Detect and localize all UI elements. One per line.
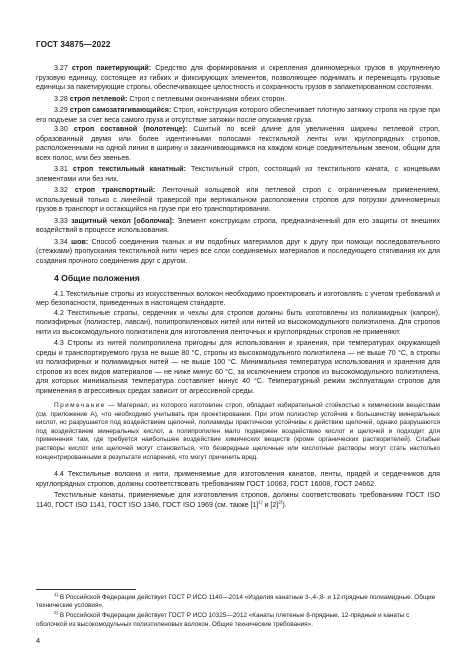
term-number: 3.30: [54, 125, 68, 133]
page-header-standard-id: ГОСТ 34875—2022: [36, 40, 111, 49]
footnote-ref-1[interactable]: 1): [258, 499, 263, 505]
footnote-text: В Российской Федерации действует ГОСТ Р ИСО 10325—2012 «Канаты плетеные 8-прядные, 12-прядные и канаты с оболочкой из высокомодульных полиэтиленовых волокон. Общие технические требования».: [36, 612, 410, 628]
term-name: строп самозатягивающийся:: [69, 106, 172, 114]
term-definition: Элемент конструкции стропа, предназначенный для его защиты от внешних воздействий в процессе использования.: [36, 216, 440, 234]
term-3-28: [36, 95, 440, 105]
term-name: строп текстильный канатный:: [72, 165, 186, 173]
page-number: 4: [36, 636, 41, 645]
paragraph-4-2: 4.2 Текстильные стропы, сердечник и чехлы для стропов должны быть изготовлены из полиамидных (капрон), полиэфирных (полиэстер, лавсан), полипропиленовых нитей или нитей из высокомодульного полиэтилена. Для стропов нити из высокомодульного полиэтилена для изготовления ленточных и круглопрядных стропов не применяют.: [36, 308, 440, 336]
document-body: [36, 64, 440, 510]
footnote-2: [36, 612, 440, 628]
term-name: шов:: [71, 237, 89, 246]
paragraph-4-3: 4.3 Стропы из нитей полипропилена пригодны для использования и хранения, при температурах окружающей среды и транспортируемого груза не выше 80 °С, стропы из высокомодульного полиэтилена — не выше 70 °С, а стропы из полиэфирных и полиамидных нитей — не выше 100 °С. Минимальная температура использования и хранения для стропов из всех видов материалов — не ниже минус 60 °С, за исключением стропов из высокомодульного полиэтилена, для которых минимальная температура составляет минус 40 °С. Температурный режим эксплуатации стропов для применения в агрессивных средах зависит от агрессивной среды.: [36, 339, 440, 395]
paragraph-4-1: 4.1 Текстильные стропы из искусственных волокон необходимо проектировать и изготовлять с учетом требований и мер безопасности, приведенных в настоящем стандарте.: [36, 289, 440, 307]
term-3-33: [36, 217, 440, 236]
term-name: строп транспортный:: [74, 186, 156, 194]
term-definition: Ленточный кольцевой или петлевой строп с ограниченным применением, используемый только с линейной траверсой при вертикальном расположении стропов для погрузки длинномерных грузов в транспорт и остающийся на грузе при его транспортировании.: [36, 186, 441, 213]
term-number: 3.28: [54, 94, 68, 103]
term-3-27: [36, 64, 440, 93]
term-definition: Способ соединения тканых и им подобных материалов друг к другу при помощи последовательного (стежками) пропускания текстильной нити через все слои соединяемых материалов и последующего стягивания их для создания прочного соединения друг с другом.: [36, 237, 440, 265]
term-3-30: [36, 125, 440, 163]
paragraph-4-5-end: ).: [282, 500, 287, 509]
term-number: 3.29: [54, 106, 68, 114]
term-name: защитный чехол [оболочка]:: [71, 216, 175, 225]
paragraph-4-5: [36, 491, 440, 510]
term-name: строп пакетирующий:: [71, 64, 152, 72]
note-label: Примечание: [54, 402, 106, 409]
footnote-separator: [36, 589, 136, 590]
paragraph-4-5-text: Текстильные канаты, применяемые для изготовления стропов, должны соответствовать требованиям ГОСТ ISO 1140, ГОСТ ISO 1141, ГОСТ ISO 1346, ГОСТ ISO 1969 (см. также [1]: [36, 491, 440, 509]
footnotes: [36, 591, 440, 631]
paragraph-4-5-mid: и [2]: [262, 500, 279, 509]
footnote-mark: 1): [54, 591, 59, 597]
term-definition: Строп, конструкция которого обеспечивает плотную затяжку стропа на грузе при его подъеме за счет веса самого груза и отсутствие затяжки после опускания груза.: [36, 106, 440, 124]
term-name: строп петлевой:: [69, 94, 128, 103]
term-definition: Средство для формирования и скрепления длинномерных грузов в укрупненную грузовую единицу, состоящее из гибких и фиксирующих элементов, позволяющее поднимать и перемещать грузовые единицы за пакетирующие стропы, обеспечивающее целостность и сохранность грузов в запакетированном состоянии.: [36, 64, 440, 91]
footnote-1: [36, 591, 440, 610]
footnote-text: В Российской Федерации действует ГОСТ Р ИСО 1140—2014 «Изделия канатные 3-,4-,8- и 12-прядные полиамидные. Общие технические условия».: [36, 594, 436, 610]
term-3-34: [36, 238, 440, 267]
term-definition: Текстильный строп, состоящий из текстильного каната, с концевыми элементами или без них.: [36, 165, 440, 183]
term-definition: Строп с петлевыми окончаниями обеих сторон.: [127, 94, 287, 103]
term-number: 3.32: [54, 186, 68, 194]
paragraph-4-4: 4.4 Текстильные волокна и нити, применяемые для изготовления канатов, ленты, прядей и сердечников для круглопрядных стропов, должны соответствовать требованиям ГОСТ 10063, ГОСТ 16008, ГОСТ 24662.: [36, 470, 440, 488]
term-3-31: [36, 165, 440, 184]
term-number: 3.27: [54, 64, 68, 72]
footnote-mark: 2): [54, 610, 59, 616]
footnote-ref-2[interactable]: 2): [278, 499, 283, 505]
note: [36, 402, 440, 462]
term-3-29: [36, 106, 440, 125]
term-number: 3.31: [54, 165, 68, 173]
section-heading: 4 Общие положения: [54, 273, 140, 283]
term-number: 3.33: [54, 216, 68, 225]
term-number: 3.34: [54, 237, 68, 246]
note-text: — Материал, из которого изготовлен строп, обладает избирательной стойкостью к химическим веществам (см. приложение А), что необходимо учитывать при проектировании. При этом полиэстер устойчив к большинству минеральных кислот, но разрушается под воздействием щелочей, полиамиды практически устойчивы к действию щелочей, однако разрушаются под воздействием минеральных кислот, а полипропилен мало подвержен воздействию кислот и щелочей и подходит для применения там, где требуется наибольшее воздействие химических веществ (кроме органических растворителей). Слабые растворы кислот или щелочей могут становиться, что безвредные щелочные или кислотные растворы могут стать настолько концентрированными в результате испарения, что могут причинить вред.: [36, 402, 440, 461]
term-3-32: [36, 186, 440, 215]
term-definition: Сшитый по всей длине для увеличения ширины петлевой строп, образованный двумя или более идентичными полосами текстильной ленты или круглопрядных стропов, расположенными на одной линии в ширину и заканчивающимися на каждом конце соединительным звеном, общим для всех полос, или без звеньев.: [36, 125, 440, 162]
term-name: строп составной (полотенце):: [73, 125, 188, 133]
